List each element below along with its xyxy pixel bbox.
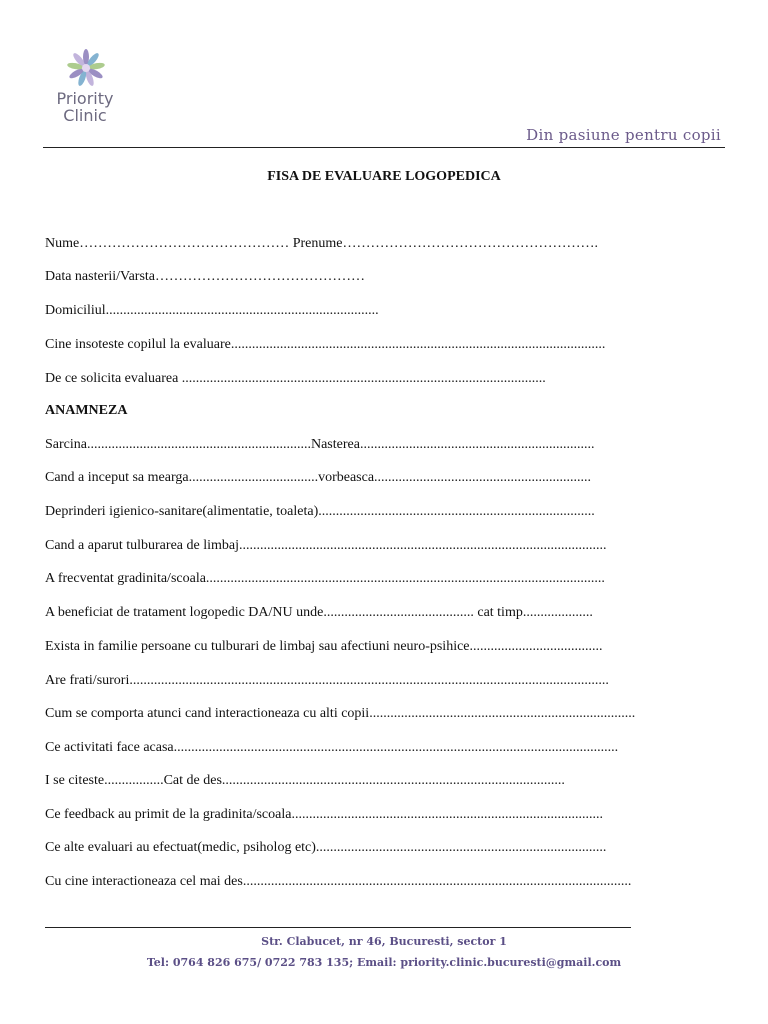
footer-divider bbox=[45, 927, 631, 928]
field-comportament-copii[interactable]: Cum se comporta atunci cand interactioneaza cu alti copii............................................................................ bbox=[45, 706, 636, 721]
priority-clinic-logo bbox=[50, 48, 120, 128]
footer-address: Str. Clabucet, nr 46, Bucuresti, sector 1 bbox=[261, 935, 507, 948]
field-alte-evaluari[interactable]: Ce alte evaluari au efectuat(medic, psiholog etc)................................................................................... bbox=[45, 840, 607, 855]
section-anamneza-title: ANAMNEZA bbox=[45, 403, 128, 418]
field-tratament-logopedic[interactable]: A beneficiat de tratament logopedic DA/NU unde........................................... cat timp.................... bbox=[45, 605, 593, 620]
flower-icon bbox=[66, 48, 106, 88]
field-motiv-evaluare[interactable]: De ce solicita evaluarea ........................................................................................................ bbox=[45, 371, 546, 386]
field-istoric-familie[interactable]: Exista in familie persoane cu tulburari de limbaj sau afectiuni neuro-psihice...................................... bbox=[45, 639, 603, 654]
field-feedback[interactable]: Ce feedback au primit de la gradinita/scoala......................................................................................... bbox=[45, 807, 603, 822]
logo-line-2: Clinic bbox=[63, 106, 107, 125]
header-divider bbox=[43, 147, 725, 148]
field-domiciliul[interactable]: Domiciliul.............................................................................. bbox=[45, 303, 379, 318]
field-frati-surori[interactable]: Are frati/surori......................................................................................................................................... bbox=[45, 673, 609, 688]
field-deprinderi[interactable]: Deprinderi igienico-sanitare(alimentatie, toaleta)............................................................................... bbox=[45, 504, 595, 519]
field-sarcina-nasterea[interactable]: Sarcina................................................................Nasterea................................................................... bbox=[45, 437, 595, 452]
field-gradinita-scoala[interactable]: A frecventat gradinita/scoala.................................................................................................................. bbox=[45, 571, 605, 586]
field-citit[interactable]: I se citeste.................Cat de des.................................................................................................. bbox=[45, 773, 565, 788]
field-interactiune[interactable]: Cu cine interactioneaza cel mai des............................................................................................................... bbox=[45, 874, 632, 889]
field-mers-vorbire[interactable]: Cand a inceput sa mearga.....................................vorbeasca.............................................................. bbox=[45, 470, 592, 485]
field-insotitor[interactable]: Cine insoteste copilul la evaluare........................................................................................................... bbox=[45, 337, 606, 352]
footer-contact: Tel: 0764 826 675/ 0722 783 135; Email: priority.clinic.bucuresti@gmail.com bbox=[146, 956, 622, 969]
logo-text bbox=[50, 90, 120, 124]
field-activitati-acasa[interactable]: Ce activitati face acasa............................................................................................................................... bbox=[45, 740, 619, 755]
tagline: Din pasiune pentru copii bbox=[526, 126, 721, 144]
field-data-nasterii[interactable]: Data nasterii/Varsta……………………………………… bbox=[45, 269, 366, 284]
field-nume-prenume[interactable]: Nume……………………………………… Prenume………………………………………………. bbox=[45, 236, 598, 251]
form-title: FISA DE EVALUARE LOGOPEDICA bbox=[267, 169, 501, 184]
logo-line-1: Priority bbox=[56, 89, 114, 108]
field-tulburare-limbaj[interactable]: Cand a aparut tulburarea de limbaj......................................................................................................... bbox=[45, 538, 607, 553]
